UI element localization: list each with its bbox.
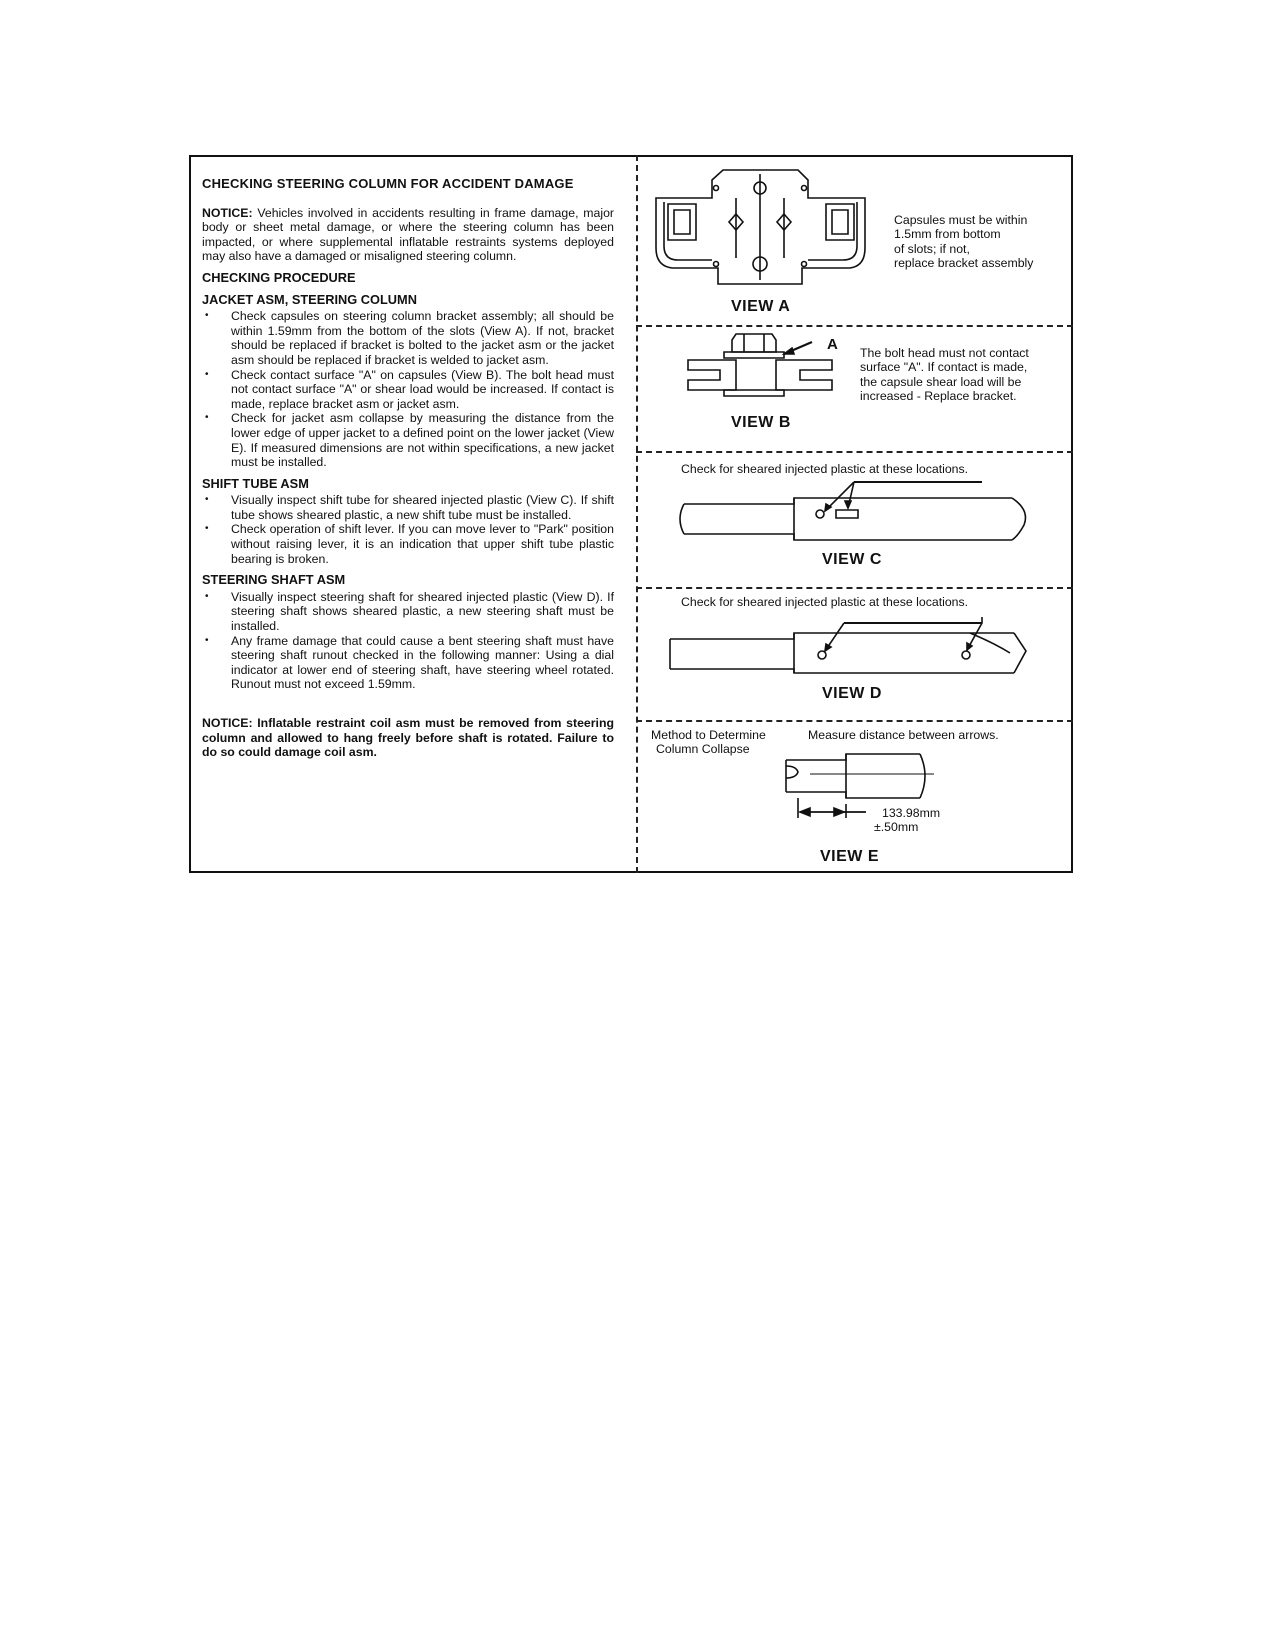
section-heading-jacket: JACKET ASM, STEERING COLUMN: [202, 291, 417, 307]
view-separator: [636, 451, 1073, 453]
shift-tube-bullets: [202, 493, 614, 566]
procedure-heading: CHECKING PROCEDURE: [202, 269, 356, 285]
column-divider: [636, 155, 638, 873]
note-line: Column Collapse: [656, 742, 750, 757]
view-e-measure: Measure distance between arrows.: [808, 728, 999, 742]
view-a-label: VIEW A: [731, 298, 791, 315]
note-line: surface "A". If contact is made,: [860, 360, 1028, 375]
view-e-tolerance: ±.50mm: [874, 820, 919, 834]
view-separator: [636, 720, 1073, 722]
view-a-bracket-drawing: [650, 168, 880, 298]
notice-paragraph: [202, 206, 614, 264]
note-line: Method to Determine: [651, 728, 766, 742]
note-line: 1.5mm from bottom: [894, 227, 1001, 242]
list-item: • Any frame damage that could cause a bent steering shaft must have steering shaft runout checked in the following manner: Using a dial indicator at lower end of steering shaft, have steering wheel rotated. Runout must not exceed 1.59mm.: [202, 634, 614, 692]
note-line: Capsules must be within: [894, 213, 1028, 227]
view-c-shift-tube-drawing: [672, 470, 1032, 545]
notice2-text: Inflatable restraint coil asm must be removed from steering column and allowed to hang freely before shaft is rotated. Failure to do so could damage coil asm.: [202, 716, 614, 760]
view-d-steering-shaft-drawing: [664, 603, 1034, 683]
procedure-text: [202, 177, 614, 760]
view-b-label: VIEW B: [731, 414, 791, 431]
note-line: The bolt head must not contact: [860, 346, 1029, 360]
view-b-note: [860, 346, 1029, 404]
page-title: CHECKING STEERING COLUMN FOR ACCIDENT DAMAGE: [202, 176, 574, 191]
notice2-label: NOTICE:: [202, 716, 253, 730]
view-d-label: VIEW D: [822, 685, 882, 702]
list-item: • Check operation of shift lever. If you can move lever to "Park" position without raising lever, it is an indication that upper shift tube plastic bearing is broken.: [202, 522, 614, 566]
list-item: • Check for jacket asm collapse by measuring the distance from the lower edge of upper jacket to a defined point on the lower jacket (View E). If measured dimensions are not within specifications, a new jacket must be installed.: [202, 411, 614, 469]
list-item: • Check capsules on steering column bracket assembly; all should be within 1.59mm from the bottom of the slots (View A). If not, bracket should be replaced if bracket is bolted to the jacket asm or the jacket asm should be replaced if bracket is welded to jacket asm.: [202, 309, 614, 367]
view-e-label: VIEW E: [820, 848, 880, 865]
steering-shaft-bullets: [202, 590, 614, 692]
note-line: of slots; if not,: [894, 241, 970, 256]
list-item: • Visually inspect steering shaft for sheared injected plastic (View D). If steering shaft shows sheared plastic, a new steering shaft must be installed.: [202, 590, 614, 634]
view-c-label: VIEW C: [822, 551, 882, 568]
view-a-note: [894, 213, 1033, 271]
view-c-caption: Check for sheared injected plastic at these locations.: [681, 462, 969, 476]
view-e-method: [651, 728, 766, 757]
section-heading-steering-shaft: STEERING SHAFT ASM: [202, 572, 346, 588]
view-b-callout: A: [827, 336, 839, 353]
jacket-bullets: [202, 309, 614, 470]
view-separator: [636, 587, 1073, 589]
notice-label: NOTICE:: [202, 205, 253, 220]
view-e-dimension: 133.98mm: [882, 806, 941, 820]
section-heading-shift-tube: SHIFT TUBE ASM: [202, 475, 309, 491]
view-b-capsule-drawing: [680, 330, 840, 410]
note-line: replace bracket assembly: [894, 256, 1034, 271]
notice-text: Vehicles involved in accidents resulting in frame damage, major body or sheet metal damage, or where the steering column has been impacted, or where supplemental inflatable restraints systems deployed may also have a damaged or misaligned steering column.: [202, 205, 615, 264]
note-line: the capsule shear load will be: [860, 374, 1022, 389]
list-item: • Visually inspect shift tube for sheared injected plastic (View C). If shift tube shows sheared plastic, a new shift tube must be installed.: [202, 493, 614, 522]
view-separator: [636, 325, 1073, 327]
list-item: • Check contact surface "A" on capsules (View B). The bolt head must not contact surface "A" or shear load would be increased. If contact is made, replace bracket asm or jacket asm.: [202, 368, 614, 412]
view-d-caption: Check for sheared injected plastic at these locations.: [681, 595, 969, 609]
note-line: increased - Replace bracket.: [860, 389, 1017, 404]
coil-notice: [202, 716, 614, 760]
